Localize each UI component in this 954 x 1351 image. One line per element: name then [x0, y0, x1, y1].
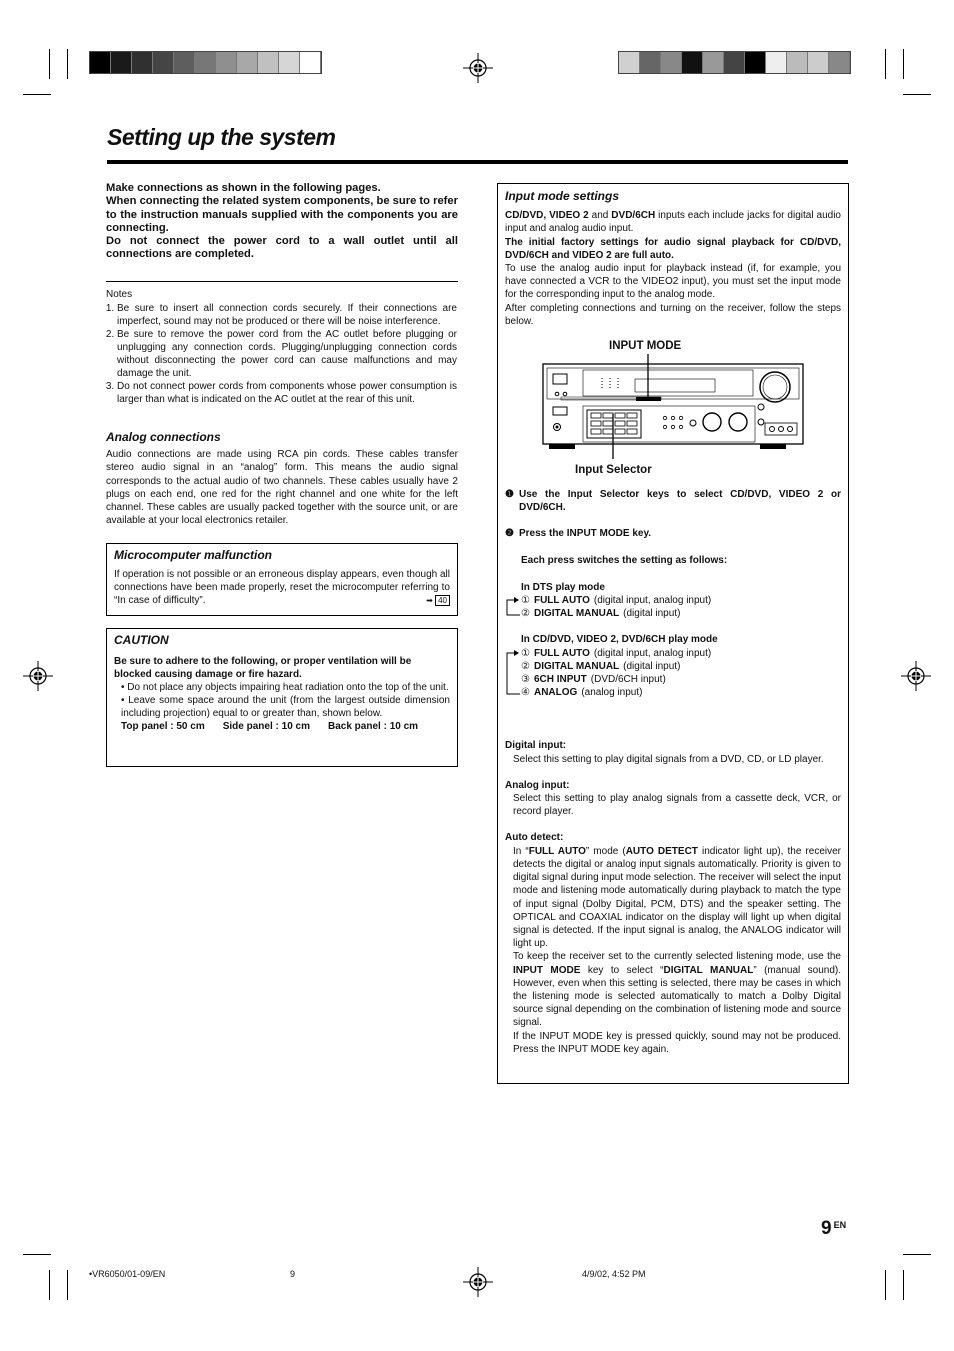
caution-heading: CAUTION: [114, 633, 169, 647]
microcomputer-box: [106, 543, 458, 616]
auto-body-2: [505, 950, 841, 1029]
micro-text: If operation is not possible or an erroneous display appears, even though all connections have been made properly, reset the microcomputer referring to “In case of difficulty”.: [114, 569, 450, 606]
crop-mark: [49, 49, 50, 79]
crop-mark: [903, 1270, 904, 1300]
page-number-value: 9: [821, 1218, 832, 1239]
page-title: Setting up the system: [107, 124, 336, 150]
registration-mark-icon: [463, 53, 493, 83]
label-input-mode: INPUT MODE: [609, 340, 682, 353]
caution-bullet: • Leave some space around the unit (from the largest outside dimension including projection) equal to or greater than, shown below.: [121, 695, 450, 719]
mode-name: DIGITAL MANUAL: [533, 660, 620, 672]
mode-desc: (analog input): [581, 687, 643, 699]
input-mode-p3: To use the analog audio input for playback instead (if, for example, you have connected a VCR to the VIDEO2 input), you must set the input mode for the corresponding input to the analog mode.: [505, 263, 841, 301]
receiver-diagram: [505, 328, 841, 486]
page-ref-number: 40: [435, 595, 450, 606]
crop-mark: [885, 1270, 886, 1300]
input-mode-p4: After completing connections and turning on the receiver, follow the steps below.: [505, 302, 841, 327]
text: ” (manual sound). However, even when this setting is selected, there may be cases in which the listening mode is selected automatically to match a Dolby Digital source signal depending on the combination of listening mode and source signal.: [513, 964, 842, 1029]
crop-mark: [903, 1254, 931, 1255]
clearance-dimensions: [121, 720, 450, 733]
footer-center: 9: [290, 1269, 296, 1279]
footer-left: •VR6050/01-09/EN: [89, 1269, 166, 1279]
page-suffix: EN: [833, 1220, 847, 1230]
step-text: Press the INPUT MODE key.: [518, 528, 652, 540]
digital-heading: Digital input:: [505, 740, 567, 752]
divider: [106, 281, 458, 282]
mode-name: FULL AUTO: [533, 647, 590, 659]
crop-mark: [903, 49, 904, 79]
note-item: 2. Be sure to remove the power cord from the AC outlet before plugging or unplugging any connection cords. Plugging/unplugging connection cords without disconnecting the power cord can cause malfunctions and may damage the unit.: [117, 328, 457, 380]
page-number: [821, 1218, 846, 1240]
registration-mark-icon: [463, 1267, 493, 1297]
auto-body-3: If the INPUT MODE key is pressed quickly, sound may not be produced. Press the INPUT MODE key again.: [513, 1030, 841, 1055]
input-mode-p1: [505, 209, 841, 235]
registration-mark-icon: [23, 661, 53, 691]
step-1: [505, 488, 841, 514]
mode-name: ANALOG: [533, 687, 578, 699]
mode-item: [521, 673, 841, 686]
input-mode-box: [497, 183, 849, 1084]
analog-input-heading: Analog input:: [505, 779, 570, 791]
cycle-arrow-icon: [505, 596, 521, 620]
input-mode-heading: Input mode settings: [505, 189, 619, 203]
caution-bullet-text: Leave some space around the unit (from the largest outside dimension including projection) equal to or greater than, shown below.: [121, 695, 450, 719]
notes-section: [106, 288, 457, 406]
crop-mark: [903, 94, 931, 95]
caution-bold: Be sure to adhere to the following, or proper ventilation will be blocked causing damage or fire hazard.: [114, 656, 412, 680]
caution-bullet: • Do not place any objects impairing heat radiation onto the top of the unit.: [121, 682, 449, 693]
crop-mark: [67, 1270, 68, 1300]
mode-number: ④: [521, 687, 530, 699]
cd-modes: [505, 647, 841, 700]
intro-line: Do not connect the power cord to a wall outlet until all connections are completed.: [106, 235, 458, 261]
text: ” mode (: [585, 845, 626, 857]
bold-text: CD/DVD, VIDEO 2: [505, 210, 589, 222]
digital-body: Select this setting to play digital signals from a DVD, CD, or LD player.: [513, 753, 824, 765]
crop-mark: [67, 49, 68, 79]
title-rule: [107, 160, 848, 164]
mode-item: [521, 686, 841, 699]
crop-mark: [49, 1270, 50, 1300]
mode-desc: (DVD/6CH input): [590, 674, 666, 686]
mode-desc: (digital input): [623, 608, 681, 620]
cd-heading: In CD/DVD, VIDEO 2, DVD/6CH play mode: [521, 634, 718, 646]
mode-name: DIGITAL MANUAL: [533, 608, 620, 620]
input-mode-p2: The initial factory settings for audio signal playback for CD/DVD, DVD/6CH and VIDEO 2 are full auto.: [505, 236, 841, 261]
note-item: 3. Do not connect power cords from components whose power consumption is larger than what is indicated on the AC outlet at the rear of this unit.: [117, 380, 457, 406]
bold-text: AUTO DETECT: [625, 845, 698, 857]
page-ref: ➡ 40: [426, 594, 450, 607]
analog-heading: Analog connections: [106, 430, 221, 444]
gray-scale-strip-left: [89, 51, 322, 74]
text: To keep the receiver set to the currently selected listening mode, use the: [513, 951, 841, 963]
micro-heading: Microcomputer malfunction: [114, 548, 273, 562]
bold-text: FULL AUTO: [528, 845, 586, 857]
mode-name: FULL AUTO: [533, 595, 590, 607]
mode-number: ②: [521, 608, 530, 620]
intro-line: Make connections as shown in the following pages.: [106, 182, 381, 194]
receiver-front-panel-icon: [505, 328, 841, 486]
mode-item: [521, 607, 841, 620]
analog-body: Audio connections are made using RCA pin cords. These cables transfer stereo audio signal in an “analog” form. This means the audio signal corresponds to the actual audio of two channels. These cables usually have 2 plugs on each end, one red for the right channel and one white for the left channel. These cables are usually packed together with the source unit, or are available at your local electronics retailer.: [106, 449, 458, 527]
mode-desc: (digital input, analog input): [593, 647, 712, 659]
step-number: ❶: [505, 489, 514, 501]
text: and: [591, 210, 609, 222]
step-2: [505, 527, 841, 540]
mode-desc: (digital input): [623, 660, 681, 672]
crop-mark: [23, 1254, 51, 1255]
analog-connections-section: [106, 431, 458, 527]
crop-mark: [23, 94, 51, 95]
mode-number: ③: [521, 674, 530, 686]
dim-side: Side panel : 10 cm: [222, 721, 310, 732]
mode-item: [521, 594, 841, 607]
cycle-arrow-icon: [505, 649, 521, 699]
analog-input-body: Select this setting to play analog signals from a cassette deck, VCR, or record player.: [513, 793, 841, 818]
dim-back: Back panel : 10 cm: [328, 721, 419, 732]
dim-top: Top panel : 50 cm: [121, 721, 205, 732]
auto-body-1: [505, 845, 841, 951]
dts-modes: [505, 594, 841, 620]
intro-text: [106, 182, 458, 262]
mode-number: ②: [521, 660, 530, 672]
each-press-text: Each press switches the setting as follows:: [521, 554, 728, 566]
mode-item: [521, 647, 841, 660]
caution-bullet-text: Do not place any objects impairing heat radiation onto the top of the unit.: [127, 682, 449, 693]
text: In “: [513, 845, 529, 857]
auto-heading: Auto detect:: [505, 832, 564, 844]
step-number: ❷: [505, 528, 514, 540]
bold-text: INPUT MODE: [513, 964, 581, 976]
caution-box: [106, 628, 458, 767]
text: inputs each include jacks for digital audio input and analog audio input.: [505, 210, 841, 235]
text: indicator light up), the receiver detects the digital or analog input signals automatically. Priority is given to digital signal during input mode selection. The receiver will select the input mode and listening mode automatically during playback to match the type of input signal (Dolby Digital, PCM, DTS) and the speaker setting. The OPTICAL and COAXIAL indicator on the display will light up when digital signal is detected. If the input signal is analog, the ANALOG indicator will light up.: [513, 845, 841, 950]
dts-heading: In DTS play mode: [521, 581, 605, 593]
footer-right: 4/9/02, 4:52 PM: [582, 1269, 646, 1279]
notes-heading: Notes: [106, 289, 133, 300]
text: key to select “: [587, 964, 664, 976]
label-input-selector: Input Selector: [575, 464, 652, 477]
mode-item: [521, 660, 841, 673]
mode-name: 6CH INPUT: [533, 674, 587, 686]
note-item: 1. Be sure to insert all connection cords securely. If their connections are imperfect, sound may not be produced or there will be noise interference.: [117, 302, 457, 328]
bold-text: DVD/6CH: [611, 210, 656, 222]
gray-scale-strip-right: [618, 51, 851, 74]
mode-desc: (digital input, analog input): [593, 595, 712, 607]
mode-number: ①: [521, 595, 530, 607]
bold-text: DIGITAL MANUAL: [663, 964, 754, 976]
step-text: Use the Input Selector keys to select CD/DVD, VIDEO 2 or DVD/6CH.: [518, 489, 841, 514]
crop-mark: [885, 49, 886, 79]
mode-number: ①: [521, 647, 530, 659]
registration-mark-icon: [901, 661, 931, 691]
intro-line: When connecting the related system components, be sure to refer to the instruction manuals supplied with the components you are connecting.: [106, 195, 458, 234]
micro-body: [114, 568, 450, 607]
